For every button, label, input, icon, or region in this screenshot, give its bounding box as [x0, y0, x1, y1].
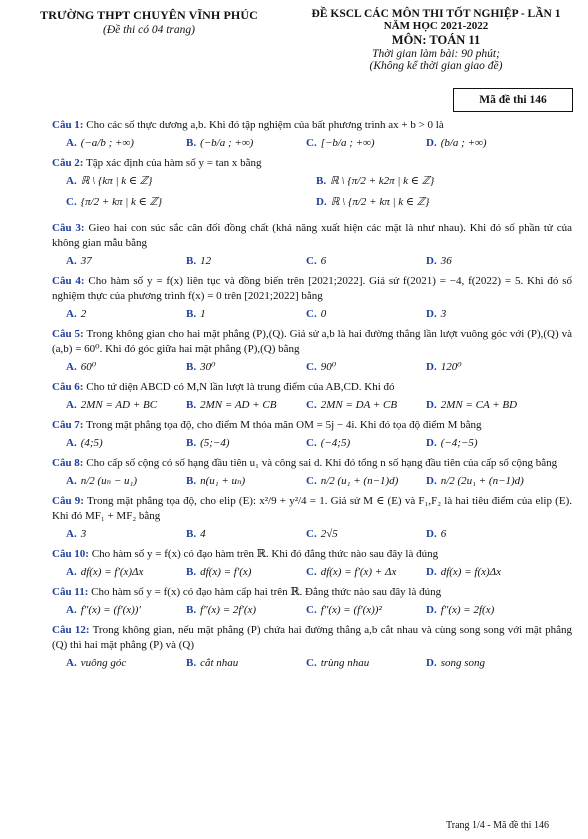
option-value: 12: [200, 255, 212, 267]
answer-option[interactable]: [306, 565, 426, 580]
answer-options: [66, 565, 572, 580]
answer-option[interactable]: [426, 360, 546, 375]
option-value: n(u₁ + uₙ): [200, 475, 246, 487]
option-label: C.: [306, 566, 317, 578]
question: [52, 327, 572, 375]
option-label: D.: [426, 308, 437, 320]
answer-option[interactable]: [186, 136, 306, 151]
question: [52, 585, 572, 618]
option-value: 1: [200, 308, 206, 320]
answer-option[interactable]: [66, 603, 186, 618]
school-name: TRƯỜNG THPT CHUYÊN VĨNH PHÚC: [40, 8, 258, 22]
option-label: B.: [186, 604, 197, 616]
option-label: A.: [66, 566, 77, 578]
answer-options: [66, 656, 572, 671]
answer-option[interactable]: [426, 307, 546, 322]
question: [52, 547, 572, 580]
option-label: A.: [66, 308, 77, 320]
option-label: A.: [66, 657, 77, 669]
option-label: C.: [66, 196, 77, 208]
option-value: 90⁰: [320, 361, 337, 373]
answer-option[interactable]: [66, 136, 186, 151]
school-year: NĂM HỌC 2021-2022: [383, 20, 489, 32]
question-list: [52, 118, 572, 676]
option-value: 30⁰: [200, 361, 216, 373]
question: [52, 494, 572, 542]
question-number: Câu 1:: [52, 119, 84, 131]
option-value: [−b/a ; +∞): [320, 137, 375, 149]
answer-option[interactable]: [426, 603, 546, 618]
answer-option[interactable]: [66, 307, 186, 322]
option-value: ℝ \ {kπ | k ∈ ℤ}: [80, 175, 153, 187]
option-label: A.: [66, 475, 77, 487]
option-label: B.: [186, 475, 197, 487]
question: [52, 380, 572, 413]
answer-option[interactable]: [426, 254, 546, 269]
option-label: C.: [306, 437, 317, 449]
option-value: 2MN = AD + CB: [200, 399, 277, 411]
question: [52, 623, 572, 671]
answer-option[interactable]: [66, 527, 186, 542]
answer-option[interactable]: [306, 656, 426, 671]
option-label: A.: [66, 175, 77, 187]
exam-title: ĐỀ KSCL CÁC MÔN THI TỐT NGHIỆP - LẦN 1: [311, 8, 561, 20]
option-label: B.: [186, 361, 197, 373]
question: [52, 156, 572, 216]
question-number: Câu 10:: [52, 548, 89, 560]
option-label: A.: [66, 604, 77, 616]
answer-option[interactable]: [66, 360, 186, 375]
option-value: ℝ \ {π/2 + kπ | k ∈ ℤ}: [330, 196, 430, 208]
option-label: B.: [186, 308, 197, 320]
question-number: Câu 5:: [52, 328, 84, 340]
option-label: D.: [426, 437, 437, 449]
option-value: f″(x) = 2f(x): [440, 604, 495, 616]
option-label: C.: [306, 657, 317, 669]
option-value: f″(x) = 2f′(x): [200, 604, 257, 616]
question-number: Câu 6:: [52, 381, 84, 393]
answer-option[interactable]: [426, 136, 546, 151]
answer-options: [66, 474, 572, 489]
option-label: D.: [426, 528, 437, 540]
answer-options: [66, 436, 572, 451]
question: [52, 118, 572, 151]
option-label: B.: [186, 566, 197, 578]
option-value: (−4;−5): [440, 437, 478, 449]
answer-option[interactable]: [316, 174, 566, 189]
question-text: Cho hàm số y = f(x) có đạo hàm cấp hai trên ℝ. Đẳng thức nào sau đây là đúng: [91, 586, 442, 598]
header-right: [292, 8, 580, 72]
answer-options: [66, 136, 572, 151]
option-value: vuông góc: [80, 657, 127, 669]
answer-option[interactable]: [426, 474, 546, 489]
option-value: 2MN = CA + BD: [440, 399, 518, 411]
answer-option[interactable]: [66, 398, 186, 413]
option-value: song song: [440, 657, 486, 669]
option-label: A.: [66, 255, 77, 267]
option-label: D.: [426, 657, 437, 669]
option-label: C.: [306, 475, 317, 487]
option-value: 120⁰: [440, 361, 462, 373]
answer-options: [66, 254, 572, 269]
option-value: 36: [440, 255, 452, 267]
option-value: df(x) = f(x)Δx: [440, 566, 501, 578]
option-label: B.: [186, 399, 197, 411]
question-text: Trong không gian cho hai mặt phẳng (P),(Q). Giả sử a,b là hai đường thẳng lần lượt vuông góc với (P),(Q) và (a,b) = 60⁰. Khi đó góc giữa hai mặt phẳng (P),(Q) bằng: [52, 328, 572, 355]
option-value: {π/2 + kπ | k ∈ ℤ}: [80, 196, 163, 208]
answer-option[interactable]: [426, 398, 546, 413]
option-label: B.: [186, 528, 197, 540]
option-label: B.: [186, 137, 197, 149]
option-value: (−a/b ; +∞): [80, 137, 134, 149]
option-value: f″(x) = (f′(x))′: [80, 604, 141, 616]
option-label: A.: [66, 399, 77, 411]
answer-option[interactable]: [306, 360, 426, 375]
option-label: D.: [426, 566, 437, 578]
question-text: Cho cấp số cộng có số hạng đầu tiên u₁ và công sai d. Khi đó tổng n số hạng đầu tiên của cấp số cộng bằng: [86, 457, 558, 469]
exam-note: (Không kể thời gian giao đề): [369, 60, 503, 72]
answer-option[interactable]: [306, 436, 426, 451]
answer-option[interactable]: [186, 254, 306, 269]
exam-code: Mã đề thi 146: [453, 88, 573, 112]
option-value: (4;5): [80, 437, 103, 449]
question-number: Câu 12:: [52, 624, 90, 636]
option-value: 4: [200, 528, 206, 540]
answer-option[interactable]: [186, 398, 306, 413]
answer-option[interactable]: [186, 360, 306, 375]
question: [52, 418, 572, 451]
option-label: B.: [186, 657, 197, 669]
subject: MÔN: TOÁN 11: [391, 33, 481, 47]
answer-option[interactable]: [426, 527, 546, 542]
option-label: A.: [66, 528, 77, 540]
answer-options: [66, 527, 572, 542]
option-value: cắt nhau: [200, 657, 239, 669]
option-label: A.: [66, 137, 77, 149]
option-value: 2MN = AD + BC: [80, 399, 158, 411]
answer-option[interactable]: [306, 136, 426, 151]
answer-options: [66, 307, 572, 322]
answer-option[interactable]: [316, 195, 566, 210]
option-label: C.: [306, 137, 317, 149]
question-number: Câu 2:: [52, 157, 84, 169]
question: [52, 221, 572, 269]
option-value: 3: [440, 308, 447, 320]
option-value: trùng nhau: [320, 657, 370, 669]
answer-option[interactable]: [306, 527, 426, 542]
option-value: df(x) = f′(x): [200, 566, 252, 578]
answer-option[interactable]: [66, 565, 186, 580]
answer-option[interactable]: [66, 174, 316, 189]
question-text: Gieo hai con súc sắc cân đối đồng chất (khả năng xuất hiện các mặt là như nhau). Khi đó số phần tử của không gian mẫu bằng: [52, 222, 572, 249]
option-value: n/2 (uₙ − u₁): [80, 475, 138, 487]
option-value: 3: [80, 528, 87, 540]
option-value: 2: [80, 308, 87, 320]
header-left: [14, 8, 284, 36]
question-text: Trong không gian, nếu mặt phẳng (P) chứa hai đường thẳng a,b cắt nhau và cùng song song với mặt phẳng (Q) thì hai mặt phẳng (P) và (Q): [52, 624, 573, 651]
option-label: B.: [316, 175, 327, 187]
question-number: Câu 4:: [52, 275, 85, 287]
option-value: 2√5: [320, 528, 338, 540]
option-value: (−b/a ; +∞): [200, 137, 254, 149]
question-text: Trong mặt phẳng tọa độ, cho điểm M thỏa mãn OM = 5j − 4i. Khi đó tọa độ điểm M bằng: [86, 419, 482, 431]
answer-options: [66, 174, 572, 216]
option-value: (5;−4): [200, 437, 230, 449]
option-value: n/2 (u₁ + (n−1)d): [320, 475, 399, 487]
option-value: df(x) = f′(x)Δx: [80, 566, 144, 578]
option-label: D.: [426, 255, 437, 267]
option-label: C.: [306, 604, 317, 616]
question: [52, 456, 572, 489]
answer-option[interactable]: [66, 474, 186, 489]
question-text: Trong mặt phẳng tọa độ, cho elip (E): x²/9 + y²/4 = 1. Giả sử M ∈ (E) và F₁,F₂ là hai tiêu điểm của elip (E). Khi đó MF₁ + MF₂ bằng: [52, 495, 572, 522]
answer-option[interactable]: [306, 254, 426, 269]
option-label: D.: [316, 196, 327, 208]
option-label: C.: [306, 399, 317, 411]
answer-option[interactable]: [426, 436, 546, 451]
answer-option[interactable]: [186, 307, 306, 322]
option-value: n/2 (2u₁ + (n−1)d): [440, 475, 524, 487]
answer-option[interactable]: [66, 436, 186, 451]
option-label: A.: [66, 437, 77, 449]
option-label: D.: [426, 475, 437, 487]
answer-option[interactable]: [306, 603, 426, 618]
answer-option[interactable]: [186, 436, 306, 451]
question-number: Câu 9:: [52, 495, 84, 507]
answer-option[interactable]: [66, 656, 186, 671]
answer-option[interactable]: [66, 195, 316, 210]
question-text: Cho hàm số y = f(x) liên tục và đồng biến trên [2021;2022]. Giả sử f(2021) = −4, f(2022) = 5. Khi đó số nghiệm thực của phương trình f(x) = 0 trên [2021;2022] bằng: [52, 275, 573, 302]
option-value: 2MN = DA + CB: [320, 399, 398, 411]
answer-option[interactable]: [426, 656, 546, 671]
answer-option[interactable]: [186, 474, 306, 489]
page-count: (Đề thi có 04 trang): [103, 24, 195, 36]
option-label: B.: [186, 255, 197, 267]
option-value: ℝ \ {π/2 + k2π | k ∈ ℤ}: [330, 175, 435, 187]
option-label: C.: [306, 361, 317, 373]
option-label: D.: [426, 137, 437, 149]
answer-option[interactable]: [306, 474, 426, 489]
option-label: D.: [426, 604, 437, 616]
option-value: 60⁰: [80, 361, 97, 373]
answer-options: [66, 398, 572, 413]
option-value: 0: [320, 308, 327, 320]
option-value: 6: [320, 255, 327, 267]
option-label: C.: [306, 255, 317, 267]
option-value: df(x) = f′(x) + Δx: [320, 566, 397, 578]
question-text: Cho tứ diện ABCD có M,N lần lượt là trung điểm của AB,CD. Khi đó: [86, 381, 395, 393]
answer-options: [66, 360, 572, 375]
option-label: C.: [306, 528, 317, 540]
option-label: D.: [426, 399, 437, 411]
option-value: (−4;5): [320, 437, 351, 449]
answer-option[interactable]: [186, 603, 306, 618]
question-number: Câu 3:: [52, 222, 85, 234]
option-label: C.: [306, 308, 317, 320]
option-label: A.: [66, 361, 77, 373]
question-text: Cho các số thực dương a,b. Khi đó tập nghiệm của bất phương trình ax + b > 0 là: [86, 119, 444, 131]
option-value: f″(x) = (f′(x))²: [320, 604, 382, 616]
option-value: (b/a ; +∞): [440, 137, 487, 149]
answer-option[interactable]: [306, 307, 426, 322]
question-number: Câu 8:: [52, 457, 84, 469]
answer-option[interactable]: [186, 656, 306, 671]
option-value: 37: [80, 255, 92, 267]
answer-option[interactable]: [186, 527, 306, 542]
question-number: Câu 7:: [52, 419, 84, 431]
option-label: D.: [426, 361, 437, 373]
question-number: Câu 11:: [52, 586, 89, 598]
option-value: 6: [440, 528, 447, 540]
answer-options: [66, 603, 572, 618]
answer-option[interactable]: [426, 565, 546, 580]
question-text: Tập xác định của hàm số y = tan x bằng: [86, 157, 262, 169]
question: [52, 274, 572, 322]
question-text: Cho hàm số y = f(x) có đạo hàm trên ℝ. Khi đó đẳng thức nào sau đây là đúng: [91, 548, 439, 560]
answer-option[interactable]: [186, 565, 306, 580]
answer-option[interactable]: [66, 254, 186, 269]
option-label: B.: [186, 437, 197, 449]
exam-time: Thời gian làm bài: 90 phút;: [372, 48, 500, 60]
page-footer: Trang 1/4 - Mã đề thi 146: [446, 820, 549, 831]
answer-option[interactable]: [306, 398, 426, 413]
